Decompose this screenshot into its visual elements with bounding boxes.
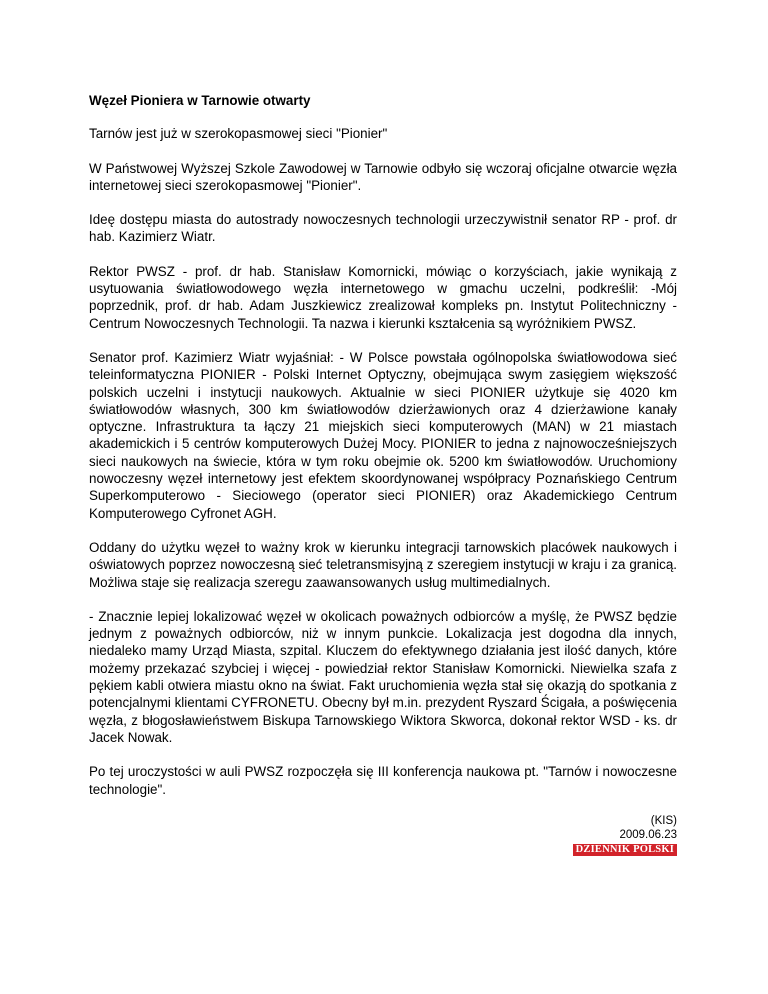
article-paragraph: W Państwowej Wyższej Szkole Zawodowej w Tarnowie odbyło się wczoraj oficjalne otwarcie węzła internetowej sieci szerokopasmowej "Pionier".	[89, 160, 677, 193]
article-paragraph: Oddany do użytku węzeł to ważny krok w kierunku integracji tarnowskich placówek naukowych i oświatowych poprzez nowoczesną sieć teletransmisyjną z szeregiem instytucji w kraju i za granicą. Możliwa staje się realizacja szeregu zaawansowanych usług multimedialnych.	[89, 539, 677, 590]
author-initials: (KIS)	[650, 814, 677, 827]
article-paragraph: - Znacznie lepiej lokalizować węzeł w okolicach poważnych odbiorców a myślę, że PWSZ będzie jednym z poważnych odbiorców, niż w innym punkcie. Lokalizacja jest dogodna dla innych, niedaleko mamy Urząd Miasta, szpital. Kluczem do efektywnego działania jest ilość danych, które możemy przekazać szybciej i więcej - powiedział rektor Stanisław Komornicki. Niewielka szafa z pękiem kabli otwiera miastu okno na świat. Fakt uruchomienia węzła stał się okazją do spotkania z potencjalnymi klientami CYFRONETU. Obecny był m.in. prezydent Ryszard Ścigała, a poświęcenia węzła, z błogosławieństwem Biskupa Tarnowskiego Wiktora Skworca, dokonał rektor WSD - ks. dr Jacek Nowak.	[89, 608, 677, 745]
publication-date: 2009.06.23	[619, 828, 677, 841]
article-signature	[89, 814, 677, 856]
article-paragraph: Rektor PWSZ - prof. dr hab. Stanisław Komornicki, mówiąc o korzyściach, jakie wynikają z usytuowania światłowodowego węzła internetowego w gmachu uczelni, podkreślił: -Mój poprzednik, prof. dr hab. Adam Juszkiewicz zrealizował kompleks pn. Instytut Politechniczny - Centrum Nowoczesnych Technologii. Ta nazwa i kierunki kształcenia są wyróżnikiem PWSZ.	[89, 263, 677, 331]
article-paragraph: Po tej uroczystości w auli PWSZ rozpoczęła się III konferencja naukowa pt. "Tarnów i nowoczesne technologie".	[89, 764, 677, 797]
article-title: Węzeł Pioniera w Tarnowie otwarty	[89, 93, 311, 108]
article	[89, 92, 677, 856]
article-subtitle: Tarnów jest już w szerokopasmowej sieci "Pionier"	[89, 126, 388, 142]
dziennik-polski-logo	[89, 842, 677, 856]
source-logo-text: DZIENNIK POLSKI	[573, 844, 677, 856]
article-paragraph: Ideę dostępu miasta do autostrady nowoczesnych technologii urzeczywistnił senator RP - prof. dr hab. Kazimierz Wiatr.	[89, 212, 677, 245]
article-paragraph: Senator prof. Kazimierz Wiatr wyjaśniał: - W Polsce powstała ogólnopolska światłowodowa sieć teleinformatyczna PIONIER - Polski Internet Optyczny, obejmująca swym zasięgiem większość polskich uczelni i instytucji naukowych. Aktualnie w sieci PIONIER użytkuje się 4020 km światłowodów własnych, 300 km światłowodów dzierżawionych oraz 4 dzierżawione kanały optyczne. Infrastruktura ta łączy 21 miejskich sieci komputerowych (MAN) w 21 miastach akademickich i 5 centrów komputerowych Dużej Mocy. PIONIER to jedna z najnowocześniejszych sieci naukowych na świecie, która w tym roku obejmie ok. 5200 km światłowodów. Uruchomiony nowoczesny węzeł internetowy jest efektem skoordynowanej współpracy Poznańskiego Centrum Superkomputerowo - Sieciowego (operator sieci PIONIER) oraz Akademickiego Centrum Komputerowego Cyfronet AGH.	[89, 349, 677, 521]
